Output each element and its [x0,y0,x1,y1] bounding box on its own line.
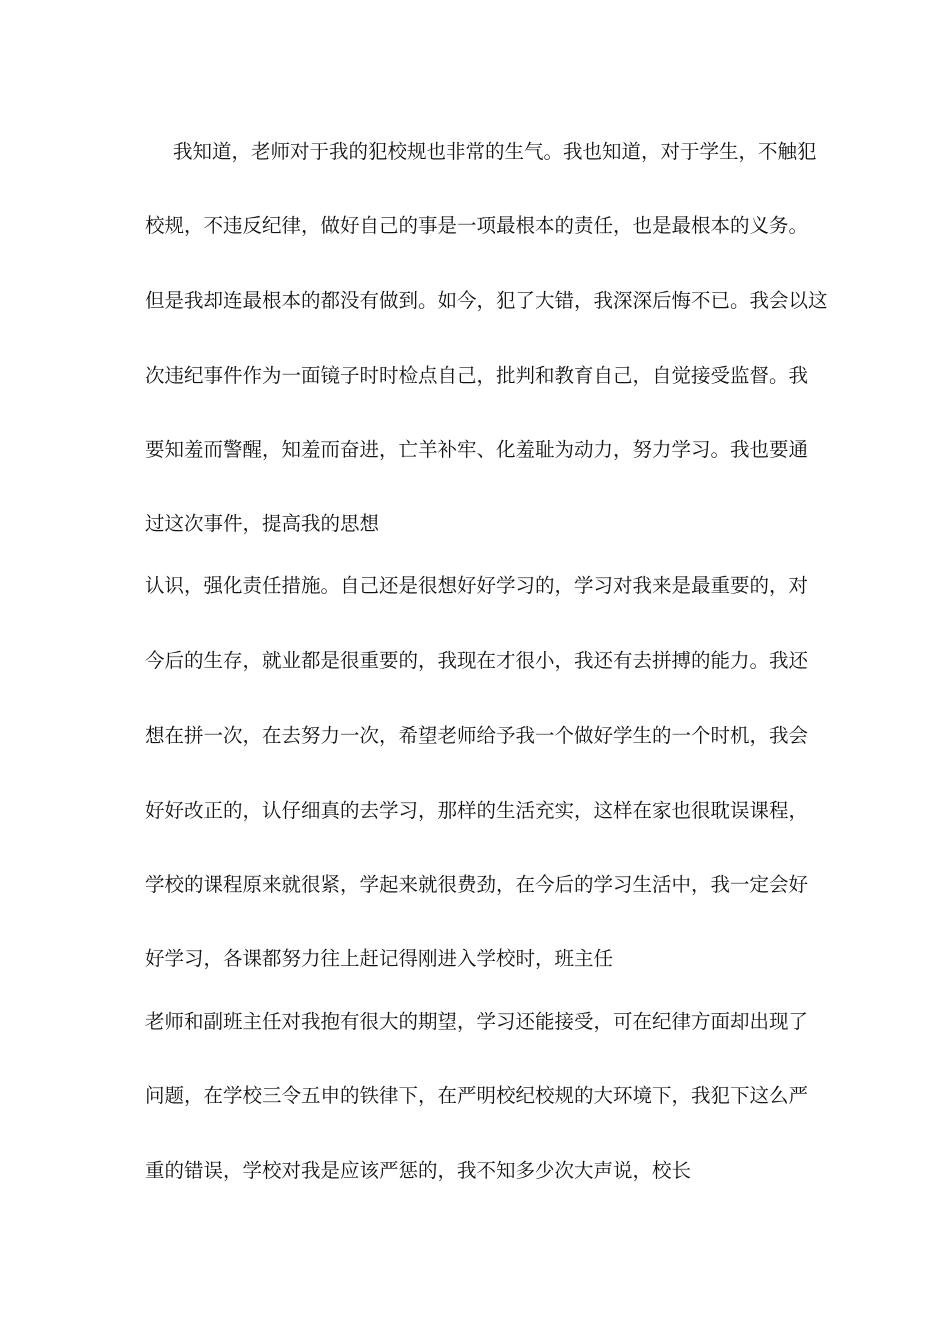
text-line: 学校的课程原来就很紧，学起来就很费劲，在今后的学习生活中，我一定会好 [145,873,809,896]
text-line: 重的错误，学校对我是应该严惩的，我不知多少次大声说，校长 [145,1159,692,1182]
text-line: 过这次事件，提高我的思想 [145,512,380,535]
text-line: 问题，在学校三令五申的铁律下，在严明校纪校规的大环境下，我犯下这么严 [145,1084,809,1107]
text-line: 校规，不违反纪律，做好自己的事是一项最根本的责任，也是最根本的义务。 [145,214,809,237]
text-line: 今后的生存，就业都是很重要的，我现在才很小，我还有去拼搏的能力。我还 [145,649,809,672]
text-line: 要知羞而警醒，知羞而奋进，亡羊补牢、化羞耻为动力，努力学习。我也要通 [145,438,809,461]
text-line: 次违纪事件作为一面镜子时时检点自己，批判和教育自己，自觉接受监督。我 [145,364,809,387]
text-line: 我知道，老师对于我的犯校规也非常的生气。我也知道，对于学生，不触犯 [173,140,817,163]
text-line: 好学习，各课都努力往上赶记得刚进入学校时，班主任 [145,947,614,970]
text-line: 老师和副班主任对我抱有很大的期望，学习还能接受，可在纪律方面却出现了 [145,1010,809,1033]
text-line: 但是我却连最根本的都没有做到。如今，犯了大错，我深深后悔不已。我会以这 [145,289,828,312]
text-line: 认识，强化责任措施。自己还是很想好好学习的，学习对我来是最重要的，对 [145,574,809,597]
text-line: 想在拼一次，在去努力一次，希望老师给予我一个做好学生的一个时机，我会 [145,724,809,747]
text-line: 好好改正的，认仔细真的去学习，那样的生活充实，这样在家也很耽误课程， [145,799,809,822]
